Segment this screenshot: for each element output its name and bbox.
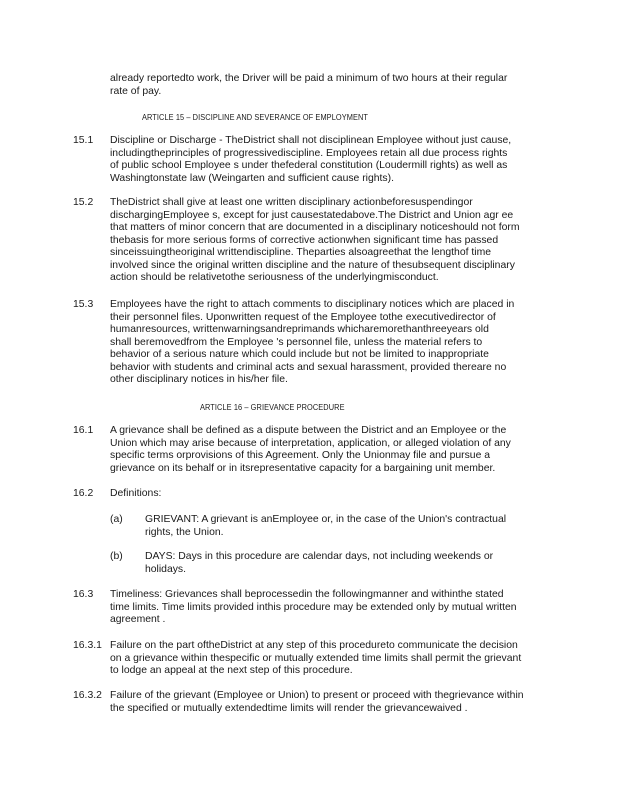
text-line: on a grievance within thespecific or mutually extended time limits shall permit the grievant <box>110 652 522 664</box>
definition-label: (a) <box>110 514 123 525</box>
text-line: Union which may arise because of interpretation, application, or alleged violation of any <box>110 437 511 449</box>
text-line: their personnel files. Uponwritten request of the Employee tothe executivedirector of <box>110 311 496 323</box>
article-15-heading: ARTICLE 15 – DISCIPLINE AND SEVERANCE OF EMPLOYMENT <box>142 112 369 122</box>
text-line: grievance on its behalf or in itsrepresentative capacity for a bargaining unit member. <box>110 462 496 474</box>
section-number: 16.3.1 <box>73 640 102 651</box>
text-line: already reportedto work, the Driver will be paid a minimum of two hours at their regular <box>110 73 508 84</box>
text-line: the specified or mutually extendedtime limits will render the grievancewaived . <box>110 702 468 714</box>
text-line: humanresources, writtenwarningsandreprimands whicharemorethanthreeyears old <box>110 324 489 335</box>
text-line: of public school Employee s under thefederal constitution (Loudermill rights) as well as <box>110 160 508 171</box>
text-line: Discipline or Discharge - TheDistrict shall not disciplinean Employee without just cause, <box>110 135 512 146</box>
text-line: rights, the Union. <box>145 526 224 538</box>
text-line: holidays. <box>145 563 187 575</box>
text-line: Timeliness: Grievances shall beprocessedin the followingmanner and withinthe stated <box>110 589 504 600</box>
text-line: GRIEVANT: A grievant is anEmployee or, in the case of the Union's contractual <box>145 514 507 525</box>
section-number: 16.3.2 <box>73 690 102 701</box>
section-number: 15.1 <box>73 135 94 146</box>
section-16-1-text <box>110 425 546 475</box>
text-line: Employees have the right to attach comments to disciplinary notices which are placed in <box>110 299 515 310</box>
section-number: 15.2 <box>73 197 94 208</box>
section-number: 16.3 <box>73 589 94 600</box>
text-line: behavior of a serious nature which could include but not be limited to inappropriate <box>110 349 489 360</box>
definition-a-text <box>145 514 546 539</box>
text-line: agreement . <box>110 614 166 625</box>
text-line: to lodge an appeal at the next step of this procedure. <box>110 665 353 676</box>
text-line: TheDistrict shall give at least one written disciplinary actionbeforesuspendingor <box>110 197 473 208</box>
text-line: dischargingEmployee s, except for just causestatedabove.The District and Union agr ee <box>110 209 514 221</box>
text-line: rate of pay. <box>110 85 162 97</box>
text-line: thebasis for more serious forms of corrective actionwhen significant time has passed <box>110 234 499 246</box>
text-line: behavior with students and criminal acts and sexual harassment, provided thereare no <box>110 361 507 373</box>
definition-b-text <box>145 551 546 576</box>
text-line: involved since the original written discipline and the nature of thesubsequent disciplinary <box>110 259 515 271</box>
text-line: other disciplinary notices in his/her file. <box>110 374 288 385</box>
text-line: time limits. Time limits provided inthis procedure may be extended only by mutual written <box>110 601 517 613</box>
text-line: specific terms orprovisions of this Agreement. Only the Unionmay file and pursue a <box>110 450 491 461</box>
section-15-1-text <box>110 135 546 185</box>
text-line: shall beremovedfrom the Employee 's personnel file, unless the material refers to <box>110 336 483 348</box>
article-16-heading: ARTICLE 16 – GRIEVANCE PROCEDURE <box>200 402 345 412</box>
text-line: includingtheprinciples of progressivediscipline. Employees retain all due process rights <box>110 147 508 159</box>
text-line: A grievance shall be defined as a dispute between the District and an Employee or the <box>110 425 507 436</box>
intro-paragraph <box>110 73 546 98</box>
section-16-3-1-text <box>110 640 546 678</box>
text-line: action should be relativetothe seriousness of the underlyingmisconduct. <box>110 272 439 283</box>
text-line: Failure of the grievant (Employee or Union) to present or proceed with thegrievance within <box>110 690 524 701</box>
section-number: 15.3 <box>73 299 94 310</box>
section-15-3-text <box>110 299 546 387</box>
section-number: 16.1 <box>73 425 94 436</box>
text-line: Washingtonstate law (Weingarten and sufficient cause rights). <box>110 172 394 184</box>
definition-label: (b) <box>110 551 123 562</box>
text-line: Failure on the part oftheDistrict at any step of this procedureto communicate the decision <box>110 640 518 651</box>
text-line: that matters of minor concern that are documented in a disciplinary noticeshould not form <box>110 222 520 233</box>
section-16-3-2-text <box>110 690 546 715</box>
text-line: DAYS: Days in this procedure are calendar days, not including weekends or <box>145 551 494 562</box>
text-line: sinceissuingtheoriginal writtendiscipline. Theparties alsoagreethat the lengthof time <box>110 247 492 258</box>
section-15-2-text <box>110 197 546 285</box>
text-line: Definitions: <box>110 488 162 499</box>
section-16-2-text <box>110 488 546 501</box>
section-number: 16.2 <box>73 488 94 499</box>
section-16-3-text <box>110 589 546 627</box>
